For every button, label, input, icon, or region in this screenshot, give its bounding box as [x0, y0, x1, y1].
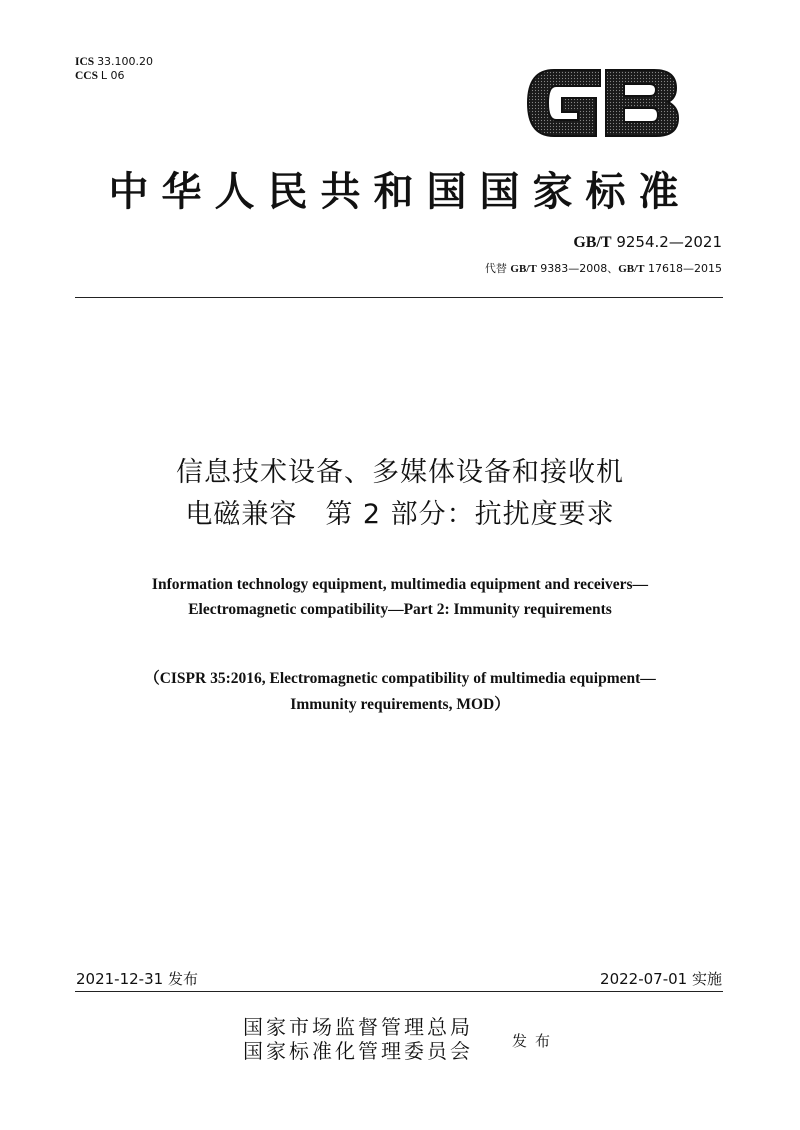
national-standard-title: 中华人民共和国国家标准 [108, 168, 692, 215]
ics-value: 33.100.20 [97, 55, 154, 68]
chinese-title-line2: 电磁兼容 第 2 部分：抗扰度要求 [185, 499, 615, 530]
replaces-line [485, 260, 722, 276]
ccs-value: L 06 [100, 69, 125, 82]
issuer-samr: 国家市场监督管理总局 [243, 1015, 473, 1039]
ics-code [75, 55, 153, 69]
ccs-code [75, 69, 153, 83]
cispr-reference [40, 666, 760, 718]
replaced-separator: 、 [607, 262, 619, 275]
cispr-line1: （CISPR 35:2016, Electromagnetic compatibility of multimedia equipment— [144, 670, 656, 687]
english-title-line1: Information technology equipment, multimedia equipment and receivers— [151, 576, 649, 593]
implement-date: 2022-07-01 实施 [600, 970, 722, 988]
issuing-authorities [243, 1015, 473, 1063]
issue-label: 发布 [512, 1032, 559, 1050]
cispr-line2: Immunity requirements, MOD） [290, 696, 510, 713]
replaced-std2-number: 17618—2015 [648, 262, 722, 275]
header-divider [75, 297, 723, 298]
ics-label: ICS [75, 56, 95, 68]
standard-number-value: 9254.2—2021 [616, 233, 722, 251]
english-title [40, 572, 760, 622]
replaced-std1-prefix: GB/T [510, 263, 537, 275]
replaced-std2-prefix: GB/T [618, 263, 645, 275]
chinese-title [40, 452, 760, 536]
standard-prefix: GB/T [573, 234, 612, 251]
gb-logo-icon [522, 62, 682, 144]
classification-block [75, 55, 153, 83]
english-title-line2: Electromagnetic compatibility—Part 2: Immunity requirements [188, 601, 612, 618]
ccs-label: CCS [75, 70, 99, 82]
replaced-std1-number: 9383—2008 [540, 262, 608, 275]
replaces-label: 代替 [484, 262, 507, 275]
standard-number [573, 233, 722, 252]
chinese-title-line1: 信息技术设备、多媒体设备和接收机 [176, 457, 624, 488]
issuer-sac: 国家标准化管理委员会 [243, 1039, 473, 1063]
footer-divider [75, 991, 723, 992]
publish-date: 2021-12-31 发布 [76, 970, 198, 988]
